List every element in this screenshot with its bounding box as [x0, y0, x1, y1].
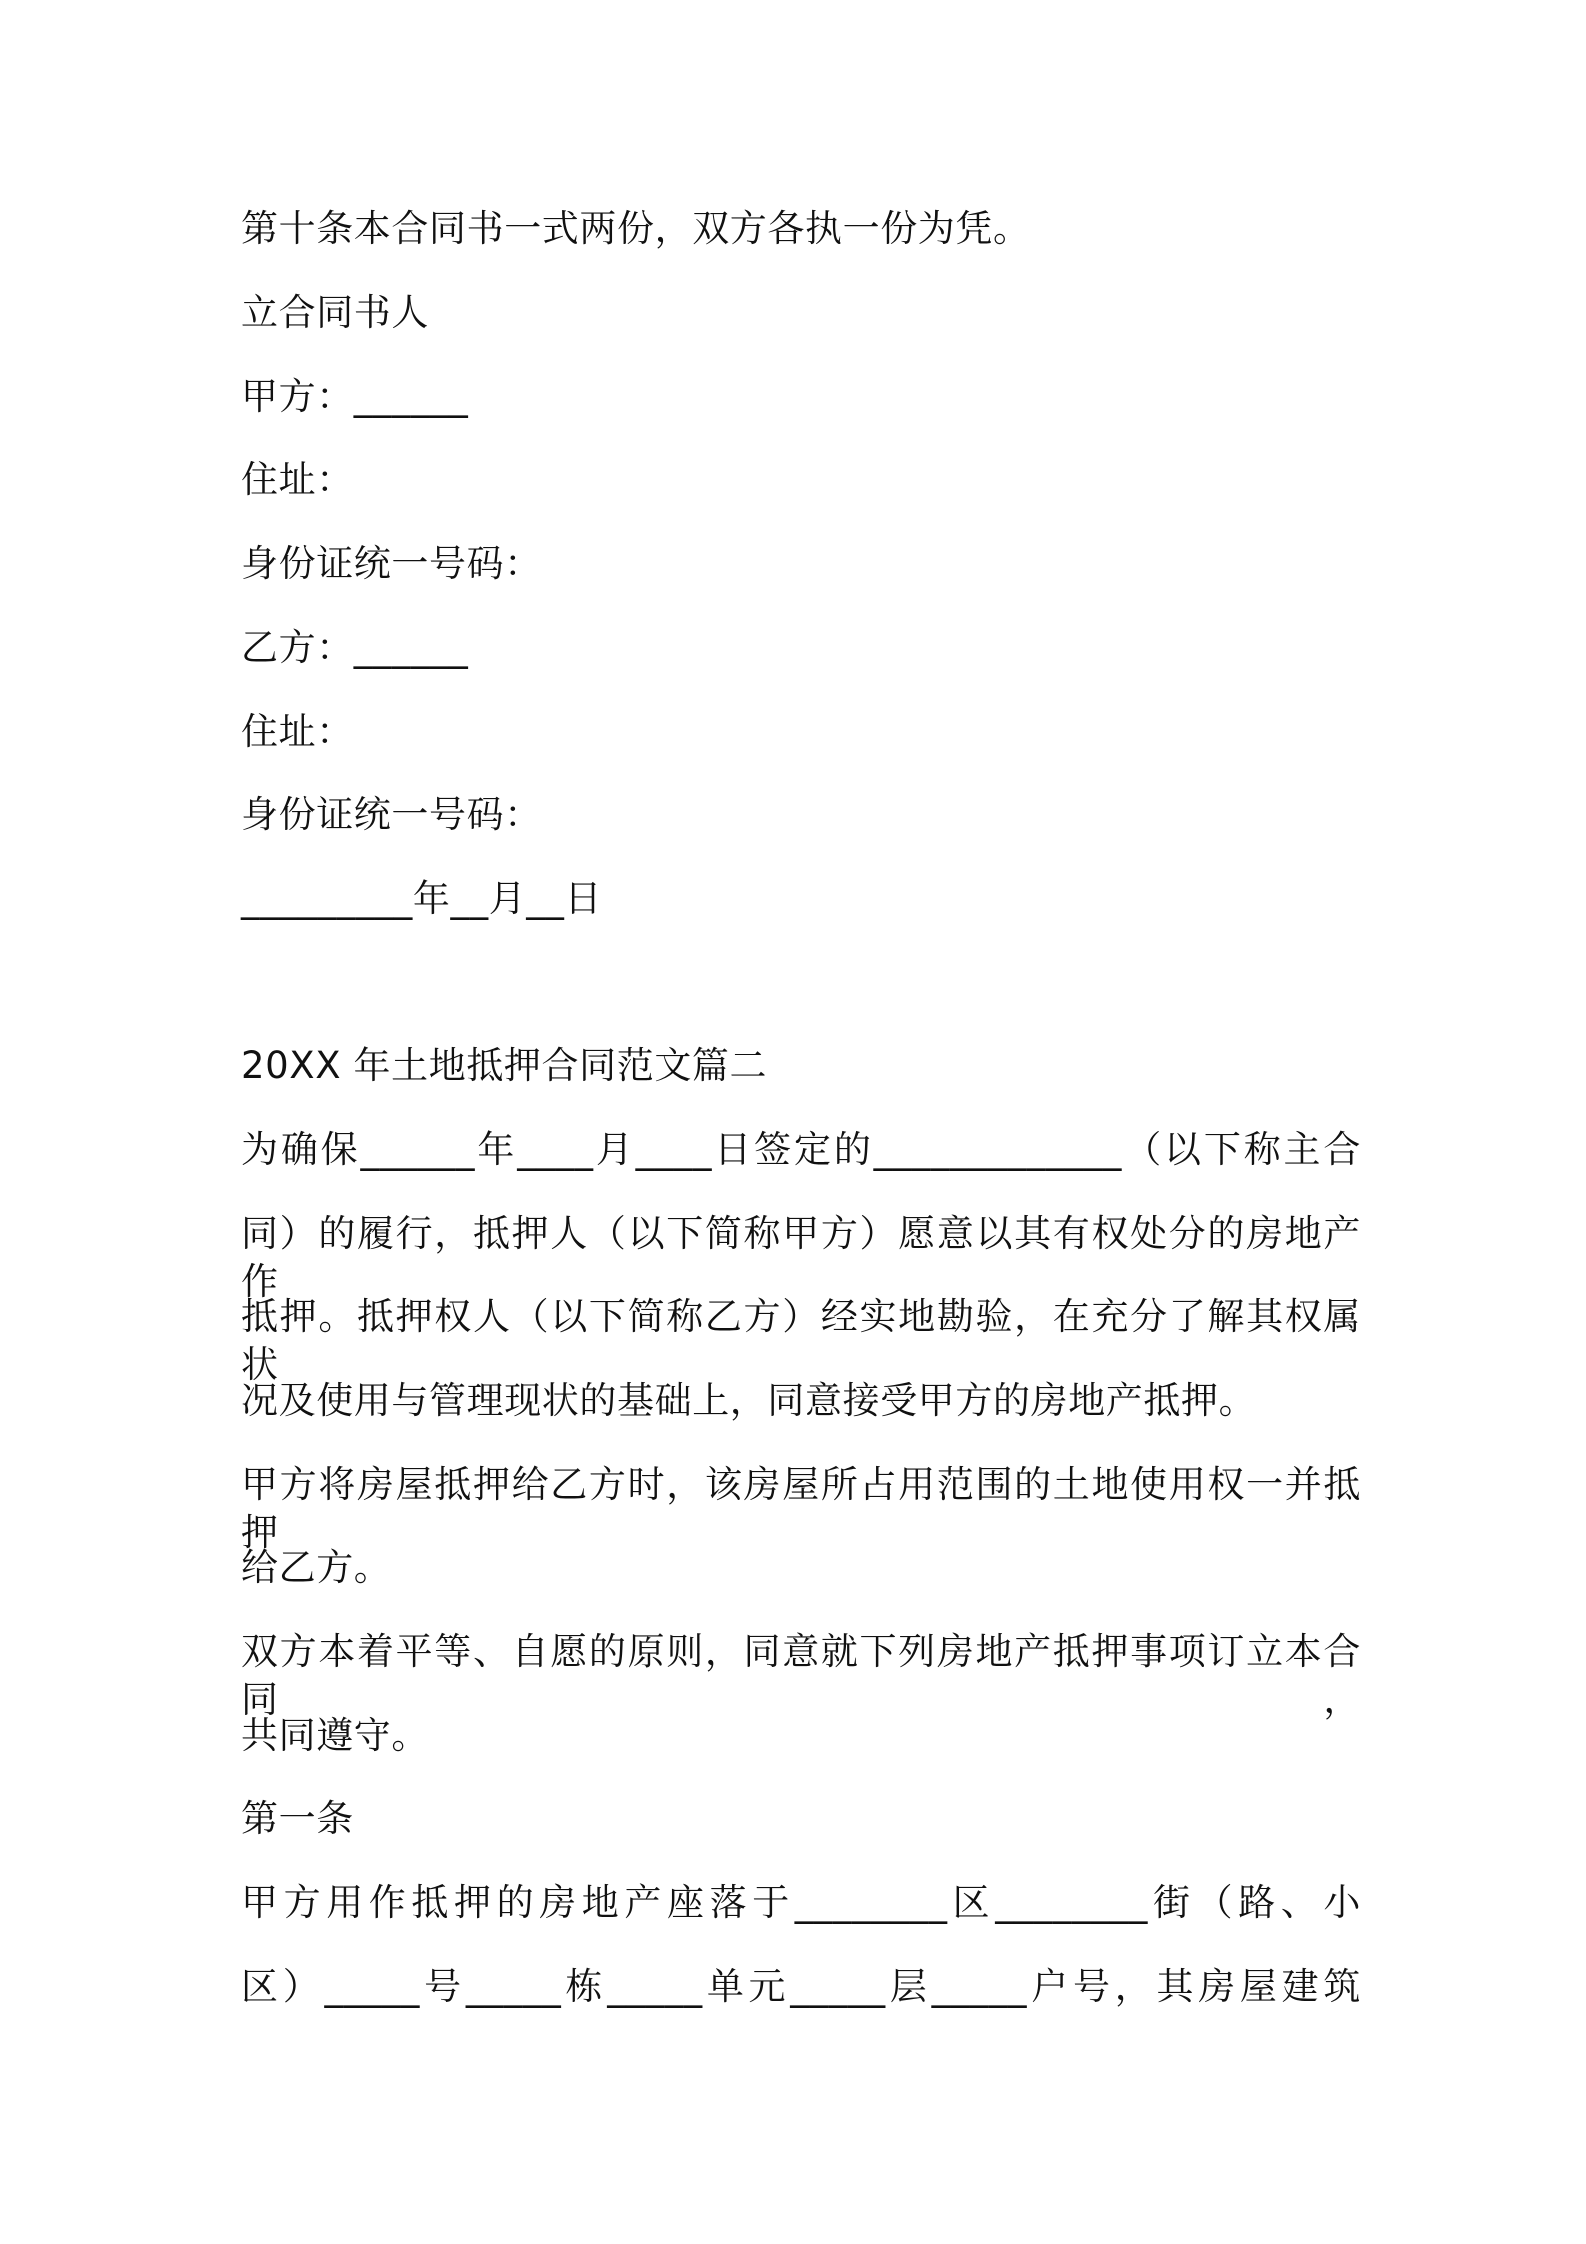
section-title: 20XX 年土地抵押合同范文篇二: [241, 1044, 768, 1087]
party-a-id-field: 身份证统一号码：: [241, 542, 542, 585]
paragraph-line: 况及使用与管理现状的基础上，同意接受甲方的房地产抵押。: [241, 1379, 1257, 1422]
clause-one-heading: 第一条: [241, 1797, 354, 1840]
paragraph-line: 同）的履行，抵押人（以下简称甲方）愿意以其有权处分的房地产作: [241, 1212, 1361, 1303]
paragraph-line: 为确保______年____月____日签定的_____________（以下称主合: [241, 1128, 1361, 1171]
paragraph-line: 甲方用作抵押的房地产座落于________区________街（路、小: [241, 1881, 1361, 1924]
paragraph-line: 抵押。抵押权人（以下简称乙方）经实地勘验，在充分了解其权属状: [241, 1295, 1361, 1386]
paragraph-line: 区）_____号_____栋_____单元_____层_____户号，其房屋建筑: [241, 1965, 1361, 2008]
paragraph-line: 给乙方。: [241, 1546, 392, 1589]
party-a-name-field: 甲方：______: [241, 375, 469, 418]
party-a-address-field: 住址：: [241, 458, 354, 501]
signatories-heading: 立合同书人: [241, 291, 429, 334]
party-b-name-field: 乙方：______: [241, 626, 469, 669]
paragraph-line: 双方本着平等、自愿的原则，同意就下列房地产抵押事项订立本合同，: [241, 1630, 1361, 1721]
signing-date-field: _________年__月__日: [241, 877, 603, 920]
party-b-id-field: 身份证统一号码：: [241, 793, 542, 836]
party-b-address-field: 住址：: [241, 710, 354, 753]
paragraph-line: 共同遵守。: [241, 1714, 429, 1757]
paragraph-line: 甲方将房屋抵押给乙方时，该房屋所占用范围的土地使用权一并抵押: [241, 1463, 1361, 1554]
clause-ten-text: 第十条本合同书一式两份，双方各执一份为凭。: [241, 207, 1031, 250]
